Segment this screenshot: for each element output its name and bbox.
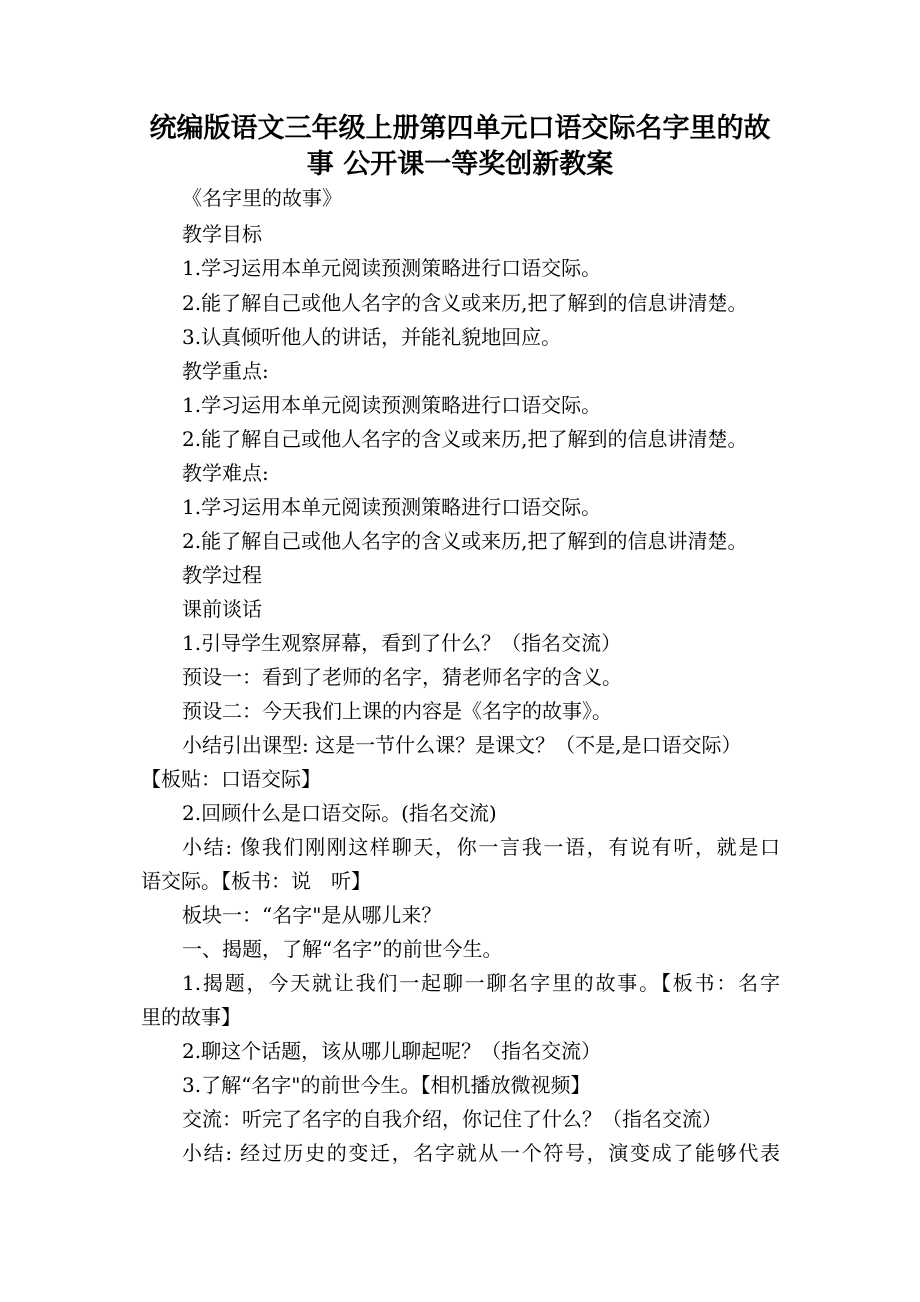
reveal-step-1-line-2: 里的故事】 [141, 1005, 241, 1029]
heading-key-points: 教学重点: [182, 359, 269, 383]
document-title-line-1: 统编版语文三年级上册第四单元口语交际名字里的故 [149, 113, 771, 144]
subsection-reveal-topic: 一、揭题，了解“名字”的前世今生。 [182, 937, 503, 961]
process-step-2: 2.回顾什么是口语交际。(指名交流) [182, 801, 497, 825]
reveal-step-1-line-1: 1.揭题，今天就让我们一起聊一聊名字里的故事。【板书：名字 [182, 971, 780, 995]
summary-lesson-type: 小结引出课型: 这是一节什么课？是课文？（不是,是口语交际） [182, 733, 742, 757]
exchange-question: 交流：听完了名字的自我介绍，你记住了什么？（指名交流） [182, 1107, 722, 1131]
heading-pre-class-talk: 课前谈话 [182, 597, 262, 621]
summary-history: 小结: 经过历史的变迁，名字就从一个符号，演变成了能够代表 [182, 1141, 780, 1165]
heading-difficulties: 教学难点: [182, 461, 269, 485]
document-title-line-2: 事 公开课一等奖创新教案 [306, 149, 614, 180]
key-point-item-2: 2.能了解自己或他人名字的含义或来历,把了解到的信息讲清楚。 [182, 427, 748, 451]
process-step-1: 1.引导学生观察屏幕，看到了什么？（指名交流） [182, 631, 622, 655]
difficulty-item-2: 2.能了解自己或他人名字的含义或来历,把了解到的信息讲清楚。 [182, 529, 748, 553]
key-point-item-1: 1.学习运用本单元阅读预测策略进行口语交际。 [182, 393, 602, 417]
heading-teaching-process: 教学过程 [182, 563, 262, 587]
reveal-step-2: 2.聊这个话题，该从哪儿聊起呢？（指名交流） [182, 1039, 602, 1063]
board-note-oral-communication: 【板贴：口语交际】 [141, 767, 321, 791]
heading-teaching-goals: 教学目标 [182, 222, 262, 246]
goal-item-2: 2.能了解自己或他人名字的含义或来历,把了解到的信息讲清楚。 [182, 291, 748, 315]
paragraph-lesson-name: 《名字里的故事》 [182, 186, 342, 210]
summary-chat-line-2: 语交际。【板书：说 听】 [141, 869, 371, 893]
section-one-heading: 板块一：“名字"是从哪儿来？ [182, 903, 442, 927]
preset-1: 预设一：看到了老师的名字，猜老师名字的含义。 [182, 665, 622, 689]
summary-chat-line-1: 小结: 像我们刚刚这样聊天，你一言我一语，有说有听，就是口 [182, 835, 780, 859]
goal-item-1: 1.学习运用本单元阅读预测策略进行口语交际。 [182, 256, 602, 280]
reveal-step-3: 3.了解“名字"的前世今生。【相机播放微视频】 [182, 1073, 591, 1097]
difficulty-item-1: 1.学习运用本单元阅读预测策略进行口语交际。 [182, 495, 602, 519]
goal-item-3: 3.认真倾听他人的讲话，并能礼貌地回应。 [182, 325, 562, 349]
preset-2: 预设二：今天我们上课的内容是《名字的故事》。 [182, 699, 612, 723]
